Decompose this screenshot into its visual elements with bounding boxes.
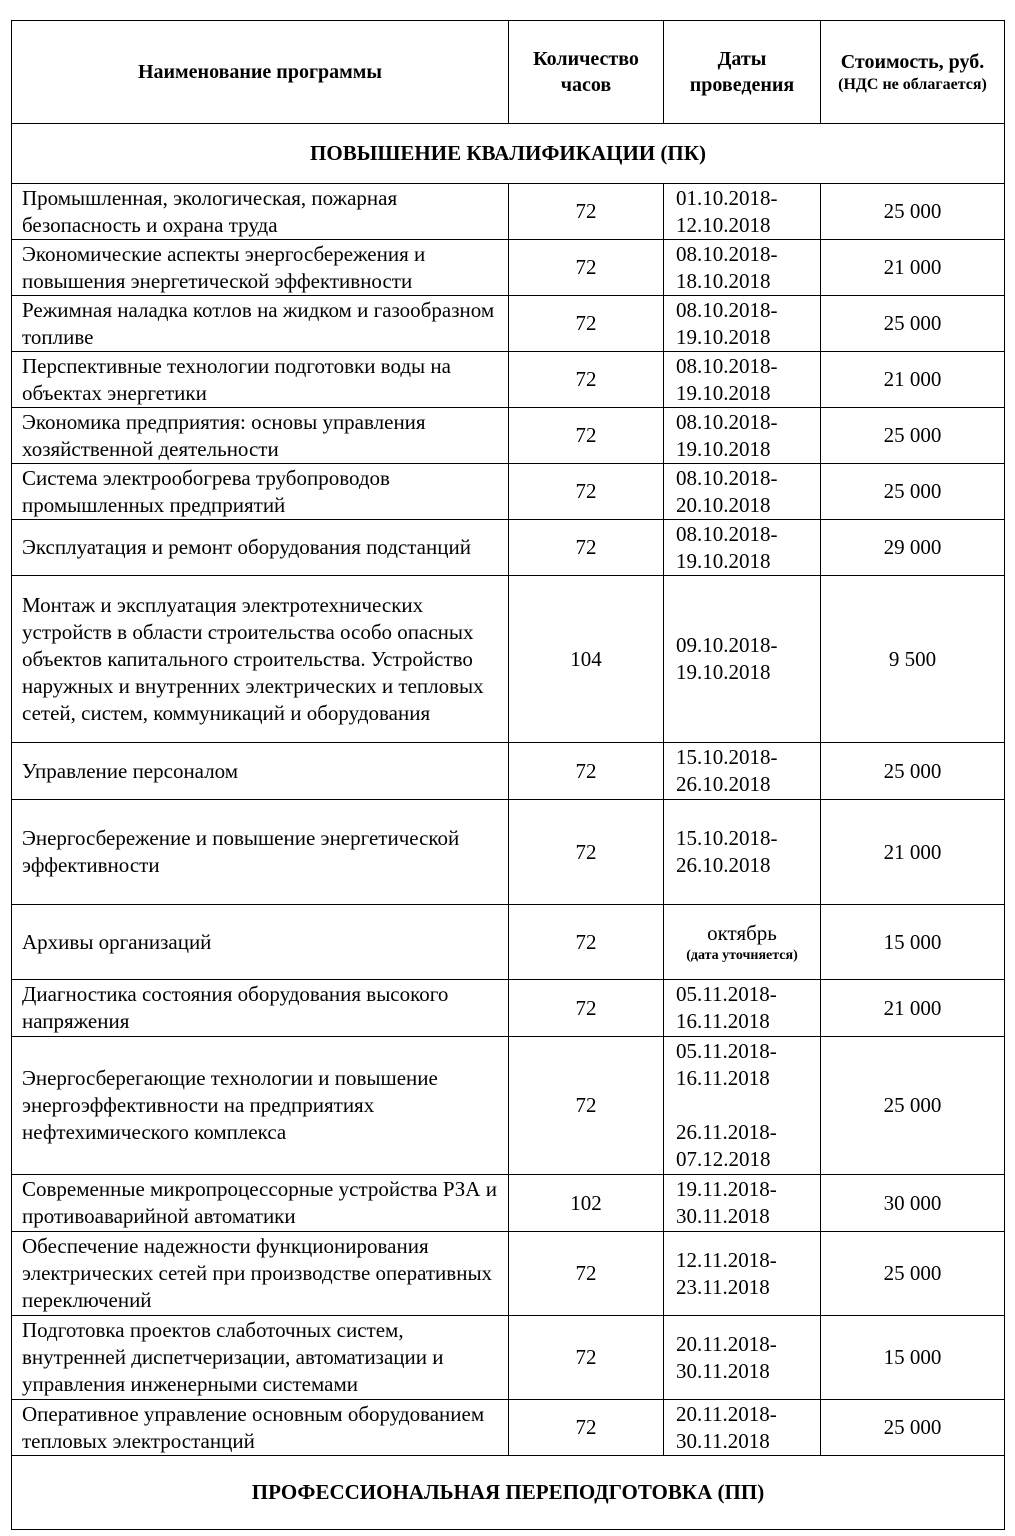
programs-table bbox=[11, 20, 1005, 1530]
date-line: 08.10.2018- bbox=[676, 409, 778, 434]
program-name: Энергосбережение и повышение энергетической эффективности bbox=[12, 800, 509, 905]
table-row bbox=[12, 352, 1005, 408]
date-line: 20.11.2018- bbox=[676, 1331, 777, 1356]
header-hours: Количество часов bbox=[509, 21, 664, 124]
program-name: Управление персоналом bbox=[12, 743, 509, 800]
date-line: 26.11.2018- bbox=[676, 1120, 777, 1144]
program-cost: 21 000 bbox=[821, 800, 1005, 905]
program-hours: 72 bbox=[509, 1037, 664, 1175]
table-row bbox=[12, 800, 1005, 905]
program-hours: 72 bbox=[509, 1316, 664, 1400]
table-row bbox=[12, 905, 1005, 980]
program-name: Обеспечение надежности функционирования электрических сетей при производстве оперативных переключений bbox=[12, 1232, 509, 1316]
date-line: 01.10.2018- bbox=[676, 185, 778, 210]
header-dates: Даты проведения bbox=[664, 21, 821, 124]
program-name: Современные микропроцессорные устройства РЗА и противоаварийной автоматики bbox=[12, 1175, 509, 1232]
header-cost-note: (НДС не облагается) bbox=[838, 76, 987, 93]
program-hours: 72 bbox=[509, 1232, 664, 1316]
table-row bbox=[12, 1400, 1005, 1456]
date-line: 08.10.2018- bbox=[676, 241, 778, 266]
table-header-row bbox=[12, 21, 1005, 124]
date-line: 19.10.2018 bbox=[676, 548, 771, 573]
program-hours: 72 bbox=[509, 905, 664, 980]
program-name: Оперативное управление основным оборудованием тепловых электростанций bbox=[12, 1400, 509, 1456]
program-cost: 29 000 bbox=[821, 520, 1005, 576]
program-dates bbox=[664, 743, 821, 800]
date-note-detail: (дата уточняется) bbox=[686, 947, 798, 963]
program-name: Диагностика состояния оборудования высокого напряжения bbox=[12, 980, 509, 1037]
date-line: 20.11.2018- bbox=[676, 1401, 777, 1426]
table-row bbox=[12, 408, 1005, 464]
section-title: ПОВЫШЕНИЕ КВАЛИФИКАЦИИ (ПК) bbox=[12, 124, 1005, 184]
program-dates bbox=[664, 576, 821, 743]
header-cost-label: Стоимость, руб. bbox=[840, 51, 985, 73]
date-line: 05.11.2018- bbox=[676, 982, 777, 1006]
date-line: 30.11.2018 bbox=[676, 1204, 770, 1228]
date-line: 19.11.2018- bbox=[676, 1177, 777, 1201]
table-row bbox=[12, 743, 1005, 800]
program-dates bbox=[664, 980, 821, 1037]
program-dates bbox=[664, 296, 821, 352]
table-row bbox=[12, 1232, 1005, 1316]
program-cost: 9 500 bbox=[821, 576, 1005, 743]
table-row bbox=[12, 240, 1005, 296]
program-dates bbox=[664, 408, 821, 464]
section-title: ПРОФЕССИОНАЛЬНАЯ ПЕРЕПОДГОТОВКА (ПП) bbox=[12, 1456, 1005, 1530]
date-line: 09.10.2018- bbox=[676, 633, 778, 657]
program-hours: 102 bbox=[509, 1175, 664, 1232]
program-hours: 72 bbox=[509, 296, 664, 352]
program-cost: 21 000 bbox=[821, 980, 1005, 1037]
program-cost: 21 000 bbox=[821, 240, 1005, 296]
date-line: 08.10.2018- bbox=[676, 297, 778, 322]
date-line: 08.10.2018- bbox=[676, 521, 778, 546]
table-row bbox=[12, 1316, 1005, 1400]
program-name: Перспективные технологии подготовки воды на объектах энергетики bbox=[12, 352, 509, 408]
table-row bbox=[12, 1175, 1005, 1232]
program-name: Эксплуатация и ремонт оборудования подстанций bbox=[12, 520, 509, 576]
program-cost: 25 000 bbox=[821, 1037, 1005, 1175]
program-name: Промышленная, экологическая, пожарная безопасность и охрана труда bbox=[12, 184, 509, 240]
program-dates bbox=[664, 352, 821, 408]
program-dates bbox=[664, 1316, 821, 1400]
table-row bbox=[12, 520, 1005, 576]
program-dates bbox=[664, 184, 821, 240]
program-name: Экономические аспекты энергосбережения и повышения энергетической эффективности bbox=[12, 240, 509, 296]
program-cost: 15 000 bbox=[821, 1316, 1005, 1400]
date-line: 07.12.2018 bbox=[676, 1147, 771, 1171]
program-name: Режимная наладка котлов на жидком и газообразном топливе bbox=[12, 296, 509, 352]
program-hours: 72 bbox=[509, 464, 664, 520]
date-line: 12.11.2018- bbox=[676, 1247, 777, 1272]
date-line: 30.11.2018 bbox=[676, 1358, 770, 1383]
program-hours: 72 bbox=[509, 408, 664, 464]
section-row bbox=[12, 1456, 1005, 1530]
program-cost: 25 000 bbox=[821, 464, 1005, 520]
program-name: Подготовка проектов слаботочных систем, внутренней диспетчеризации, автоматизации и управления инженерными системами bbox=[12, 1316, 509, 1400]
program-dates bbox=[664, 240, 821, 296]
program-name: Монтаж и эксплуатация электротехнических устройств в области строительства особо опасных объектов капитального строительства. Устройство наружных и внутренних электрических и тепловых сетей, систем, коммуникаций и оборудования bbox=[12, 576, 509, 743]
program-dates bbox=[664, 1037, 821, 1175]
program-cost: 25 000 bbox=[821, 408, 1005, 464]
date-line: 20.10.2018 bbox=[676, 492, 771, 517]
date-line: 26.10.2018 bbox=[676, 853, 771, 877]
program-name: Система электрообогрева трубопроводов промышленных предприятий bbox=[12, 464, 509, 520]
program-name: Экономика предприятия: основы управления хозяйственной деятельности bbox=[12, 408, 509, 464]
date-line: 30.11.2018 bbox=[676, 1428, 770, 1453]
program-dates bbox=[664, 1232, 821, 1316]
program-cost: 30 000 bbox=[821, 1175, 1005, 1232]
program-hours: 104 bbox=[509, 576, 664, 743]
table-row bbox=[12, 576, 1005, 743]
date-line: 15.10.2018- bbox=[676, 745, 778, 769]
date-line: 08.10.2018- bbox=[676, 465, 778, 490]
program-cost: 25 000 bbox=[821, 743, 1005, 800]
program-name: Энергосберегающие технологии и повышение энергоэффективности на предприятиях нефтехимического комплекса bbox=[12, 1037, 509, 1175]
program-cost: 21 000 bbox=[821, 352, 1005, 408]
program-dates bbox=[664, 1400, 821, 1456]
program-cost: 25 000 bbox=[821, 184, 1005, 240]
program-hours: 72 bbox=[509, 1400, 664, 1456]
date-line: 19.10.2018 bbox=[676, 660, 771, 684]
date-line: 08.10.2018- bbox=[676, 353, 778, 378]
date-line: 23.11.2018 bbox=[676, 1274, 770, 1299]
date-line: 19.10.2018 bbox=[676, 324, 771, 349]
header-cost bbox=[821, 21, 1005, 124]
table-row bbox=[12, 980, 1005, 1037]
program-name: Архивы организаций bbox=[12, 905, 509, 980]
header-name: Наименование программы bbox=[12, 21, 509, 124]
program-hours: 72 bbox=[509, 520, 664, 576]
date-spacer bbox=[676, 1092, 810, 1119]
program-dates bbox=[664, 520, 821, 576]
program-hours: 72 bbox=[509, 743, 664, 800]
date-line: 19.10.2018 bbox=[676, 380, 771, 405]
program-cost: 25 000 bbox=[821, 1400, 1005, 1456]
date-line: 26.10.2018 bbox=[676, 772, 771, 796]
program-dates bbox=[664, 1175, 821, 1232]
program-hours: 72 bbox=[509, 240, 664, 296]
date-line: 18.10.2018 bbox=[676, 268, 771, 293]
program-hours: 72 bbox=[509, 184, 664, 240]
program-hours: 72 bbox=[509, 980, 664, 1037]
date-line: 12.10.2018 bbox=[676, 212, 771, 237]
table-row bbox=[12, 184, 1005, 240]
date-note: октябрь bbox=[707, 920, 777, 945]
date-line: 16.11.2018 bbox=[676, 1009, 770, 1033]
date-line: 15.10.2018- bbox=[676, 826, 778, 850]
program-cost: 25 000 bbox=[821, 296, 1005, 352]
program-dates bbox=[664, 800, 821, 905]
program-dates bbox=[664, 905, 821, 980]
date-line: 05.11.2018- bbox=[676, 1039, 777, 1063]
program-dates bbox=[664, 464, 821, 520]
program-hours: 72 bbox=[509, 352, 664, 408]
section-row bbox=[12, 124, 1005, 184]
date-line: 19.10.2018 bbox=[676, 436, 771, 461]
program-cost: 25 000 bbox=[821, 1232, 1005, 1316]
date-line: 16.11.2018 bbox=[676, 1066, 770, 1090]
table-row bbox=[12, 1037, 1005, 1175]
table-row bbox=[12, 296, 1005, 352]
program-hours: 72 bbox=[509, 800, 664, 905]
table-row bbox=[12, 464, 1005, 520]
program-cost: 15 000 bbox=[821, 905, 1005, 980]
